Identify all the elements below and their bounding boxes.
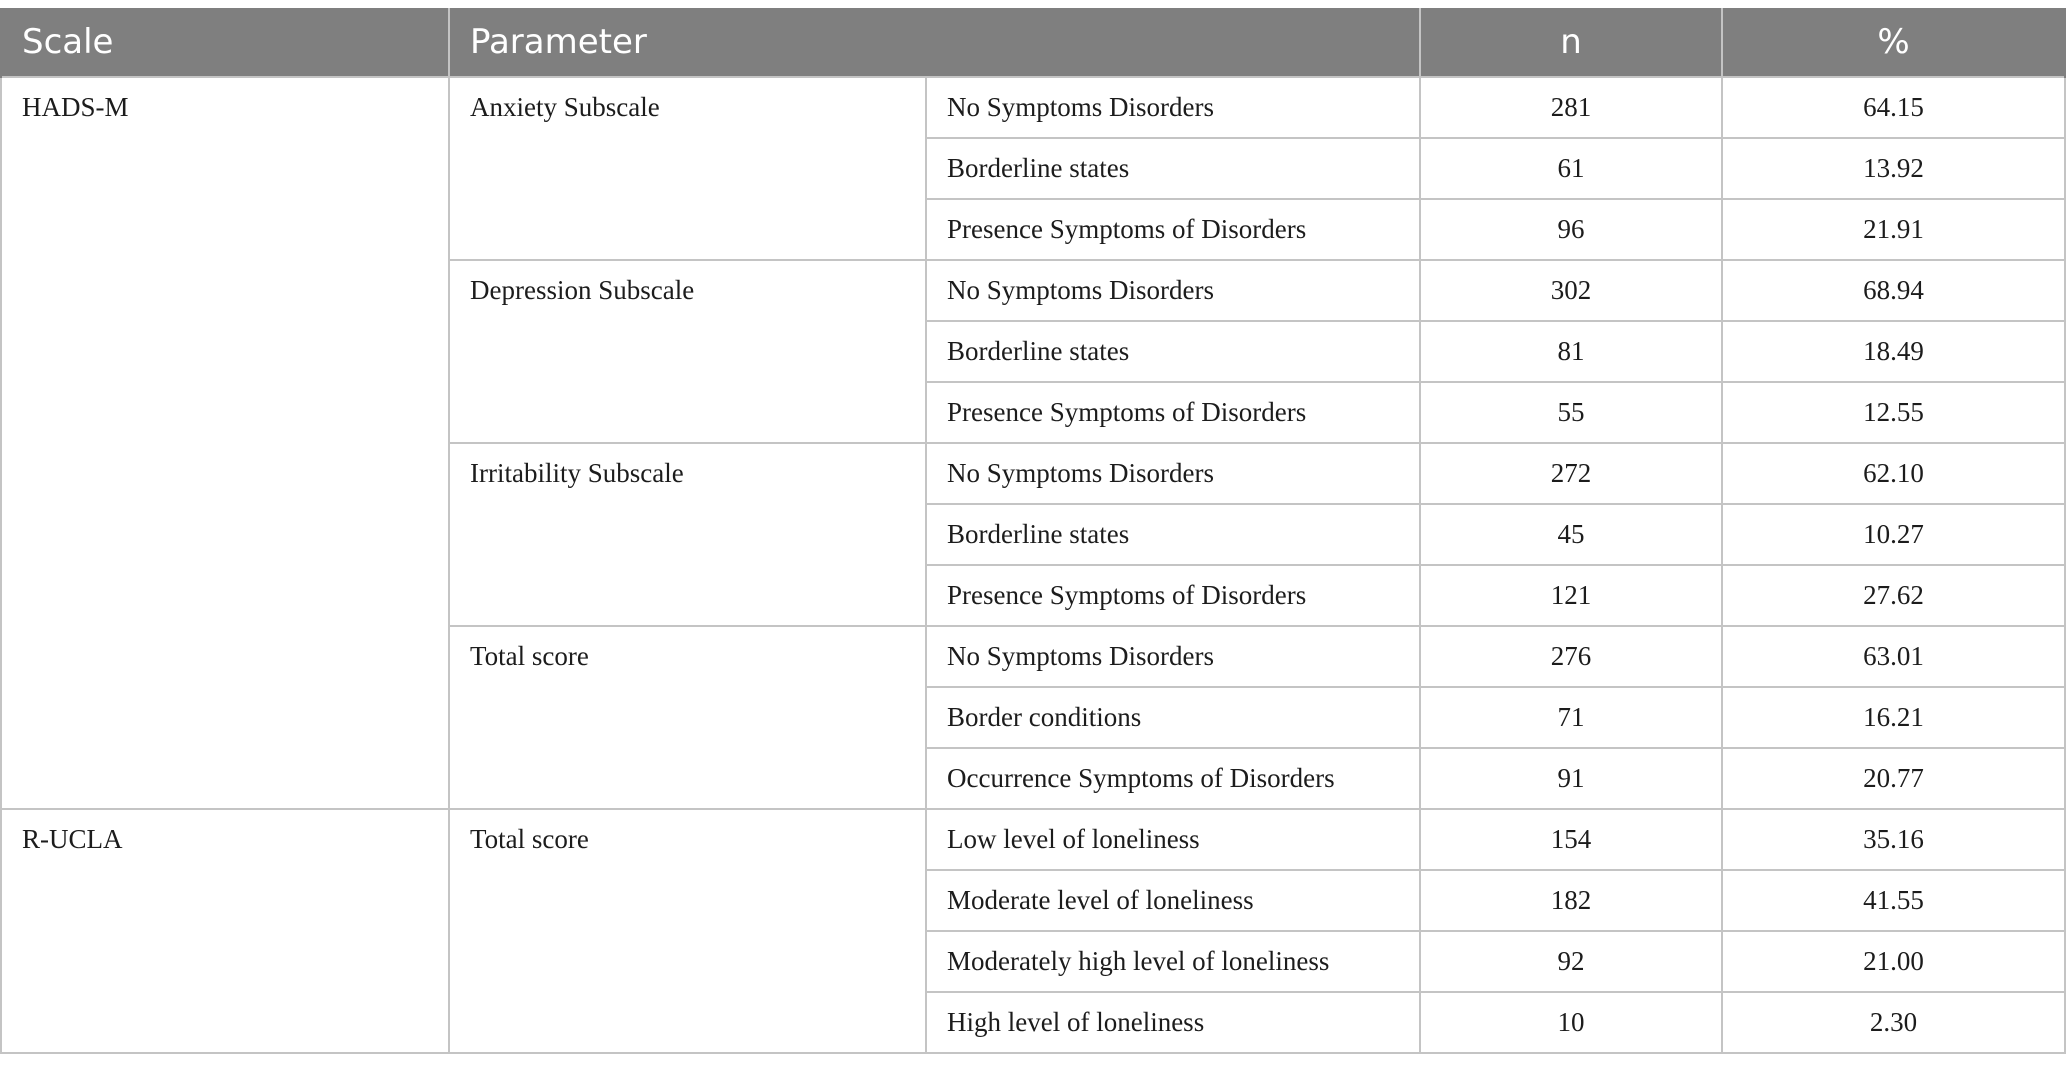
n-cell: 154 <box>1420 809 1722 870</box>
table-body <box>1 77 2065 1053</box>
percent-cell: 10.27 <box>1722 504 2065 565</box>
results-table <box>0 8 2066 1054</box>
table-header <box>1 8 2065 77</box>
category-cell: Borderline states <box>926 321 1420 382</box>
category-cell: No Symptoms Disorders <box>926 626 1420 687</box>
n-cell: 91 <box>1420 748 1722 809</box>
percent-cell: 2.30 <box>1722 992 2065 1053</box>
category-cell: Occurrence Symptoms of Disorders <box>926 748 1420 809</box>
percent-cell: 16.21 <box>1722 687 2065 748</box>
header-parameter: Parameter <box>449 8 1420 77</box>
category-cell: Low level of loneliness <box>926 809 1420 870</box>
header-percent: % <box>1722 8 2065 77</box>
parameter-cell: Depression Subscale <box>449 260 926 443</box>
header-scale: Scale <box>1 8 449 77</box>
percent-cell: 41.55 <box>1722 870 2065 931</box>
scale-cell: HADS-M <box>1 77 449 809</box>
category-cell: Borderline states <box>926 504 1420 565</box>
n-cell: 276 <box>1420 626 1722 687</box>
category-cell: Presence Symptoms of Disorders <box>926 382 1420 443</box>
n-cell: 81 <box>1420 321 1722 382</box>
percent-cell: 13.92 <box>1722 138 2065 199</box>
percent-cell: 21.91 <box>1722 199 2065 260</box>
percent-cell: 21.00 <box>1722 931 2065 992</box>
parameter-cell: Anxiety Subscale <box>449 77 926 260</box>
category-cell: Border conditions <box>926 687 1420 748</box>
parameter-cell: Total score <box>449 809 926 1053</box>
n-cell: 92 <box>1420 931 1722 992</box>
n-cell: 96 <box>1420 199 1722 260</box>
n-cell: 121 <box>1420 565 1722 626</box>
percent-cell: 20.77 <box>1722 748 2065 809</box>
category-cell: Presence Symptoms of Disorders <box>926 199 1420 260</box>
percent-cell: 68.94 <box>1722 260 2065 321</box>
table-row <box>1 77 2065 138</box>
category-cell: No Symptoms Disorders <box>926 443 1420 504</box>
parameter-cell: Irritability Subscale <box>449 443 926 626</box>
n-cell: 45 <box>1420 504 1722 565</box>
category-cell: Presence Symptoms of Disorders <box>926 565 1420 626</box>
percent-cell: 63.01 <box>1722 626 2065 687</box>
n-cell: 61 <box>1420 138 1722 199</box>
category-cell: High level of loneliness <box>926 992 1420 1053</box>
percent-cell: 18.49 <box>1722 321 2065 382</box>
parameter-cell: Total score <box>449 626 926 809</box>
table-row <box>1 809 2065 870</box>
category-cell: Moderate level of loneliness <box>926 870 1420 931</box>
category-cell: No Symptoms Disorders <box>926 77 1420 138</box>
percent-cell: 64.15 <box>1722 77 2065 138</box>
n-cell: 55 <box>1420 382 1722 443</box>
percent-cell: 62.10 <box>1722 443 2065 504</box>
n-cell: 272 <box>1420 443 1722 504</box>
header-n: n <box>1420 8 1722 77</box>
category-cell: No Symptoms Disorders <box>926 260 1420 321</box>
percent-cell: 12.55 <box>1722 382 2065 443</box>
n-cell: 302 <box>1420 260 1722 321</box>
category-cell: Borderline states <box>926 138 1420 199</box>
category-cell: Moderately high level of loneliness <box>926 931 1420 992</box>
n-cell: 281 <box>1420 77 1722 138</box>
scale-cell: R-UCLA <box>1 809 449 1053</box>
n-cell: 71 <box>1420 687 1722 748</box>
percent-cell: 35.16 <box>1722 809 2065 870</box>
n-cell: 10 <box>1420 992 1722 1053</box>
header-row <box>1 8 2065 77</box>
n-cell: 182 <box>1420 870 1722 931</box>
percent-cell: 27.62 <box>1722 565 2065 626</box>
